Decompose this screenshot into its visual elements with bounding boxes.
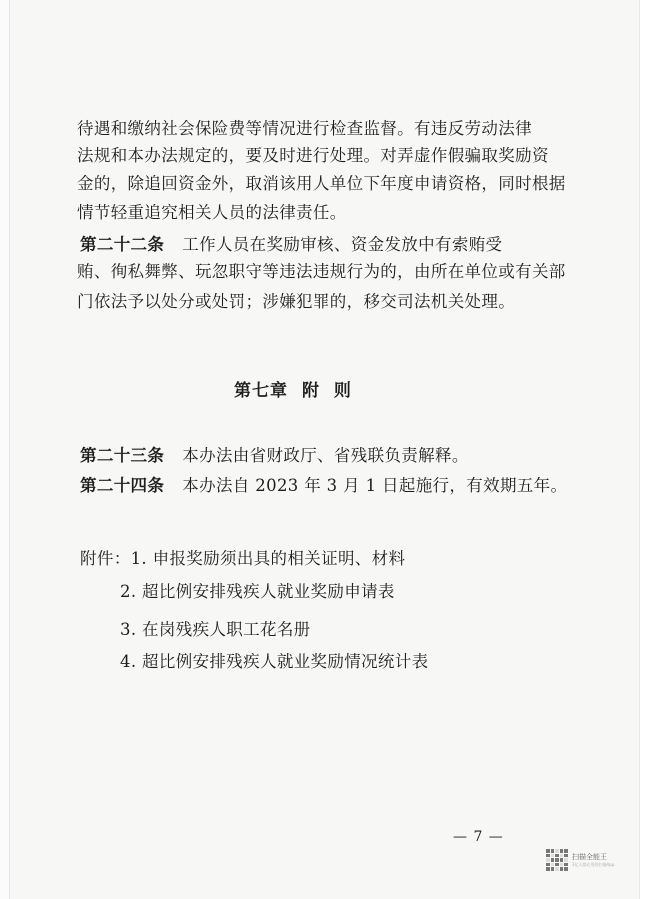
page-number: — 7 — bbox=[453, 829, 504, 845]
paragraph-line: 法规和本办法规定的，要及时进行处理。对弄虚作假骗取奖励资 bbox=[77, 146, 549, 165]
chapter-title: 附 则 bbox=[302, 381, 352, 401]
attachment-item: 1. 申报奖励须出具的相关证明、材料 bbox=[130, 549, 406, 568]
article-23 bbox=[80, 445, 469, 467]
attachment-item: 2. 超比例安排残疾人就业奖励申请表 bbox=[120, 582, 395, 601]
attachment-item: 4. 超比例安排残疾人就业奖励情况统计表 bbox=[120, 652, 429, 671]
paragraph-line: 金的，除追回资金外，取消该用人单位下年度申请资格，同时根据 bbox=[77, 174, 566, 193]
article-24 bbox=[80, 475, 567, 497]
qr-code-icon bbox=[546, 849, 568, 871]
scanner-app-tagline: 3亿人都在用的扫描App bbox=[572, 861, 615, 867]
article-heading: 第二十三条 bbox=[80, 446, 165, 465]
paragraph-line: 贿、徇私舞弊、玩忽职守等违法违规行为的，由所在单位或有关部 bbox=[77, 262, 566, 281]
paragraph-line: 待遇和缴纳社会保险费等情况进行检查监督。有违反劳动法律 bbox=[77, 119, 532, 138]
paragraph-line: 情节轻重追究相关人员的法律责任。 bbox=[77, 203, 347, 222]
article-text: 本办法由省财政厅、省残联负责解释。 bbox=[182, 446, 469, 465]
attachment-list bbox=[80, 548, 405, 570]
attachment-item: 3. 在岗残疾人职工花名册 bbox=[120, 620, 311, 639]
paragraph-line: 门依法予以处分或处罚；涉嫌犯罪的，移交司法机关处理。 bbox=[77, 292, 516, 311]
article-22 bbox=[80, 234, 502, 256]
article-text: 工作人员在奖励审核、资金发放中有索贿受 bbox=[182, 235, 503, 254]
attachment-label: 附件： bbox=[80, 549, 131, 568]
chapter-number: 第七章 bbox=[234, 381, 288, 401]
scanner-app-name: 扫描全能王 bbox=[572, 852, 607, 861]
chapter-heading bbox=[234, 376, 352, 401]
article-heading: 第二十四条 bbox=[80, 476, 165, 495]
article-heading: 第二十二条 bbox=[80, 235, 165, 254]
scanner-watermark bbox=[546, 847, 628, 873]
article-text: 本办法自 2023 年 3 月 1 日起施行，有效期五年。 bbox=[182, 476, 568, 495]
